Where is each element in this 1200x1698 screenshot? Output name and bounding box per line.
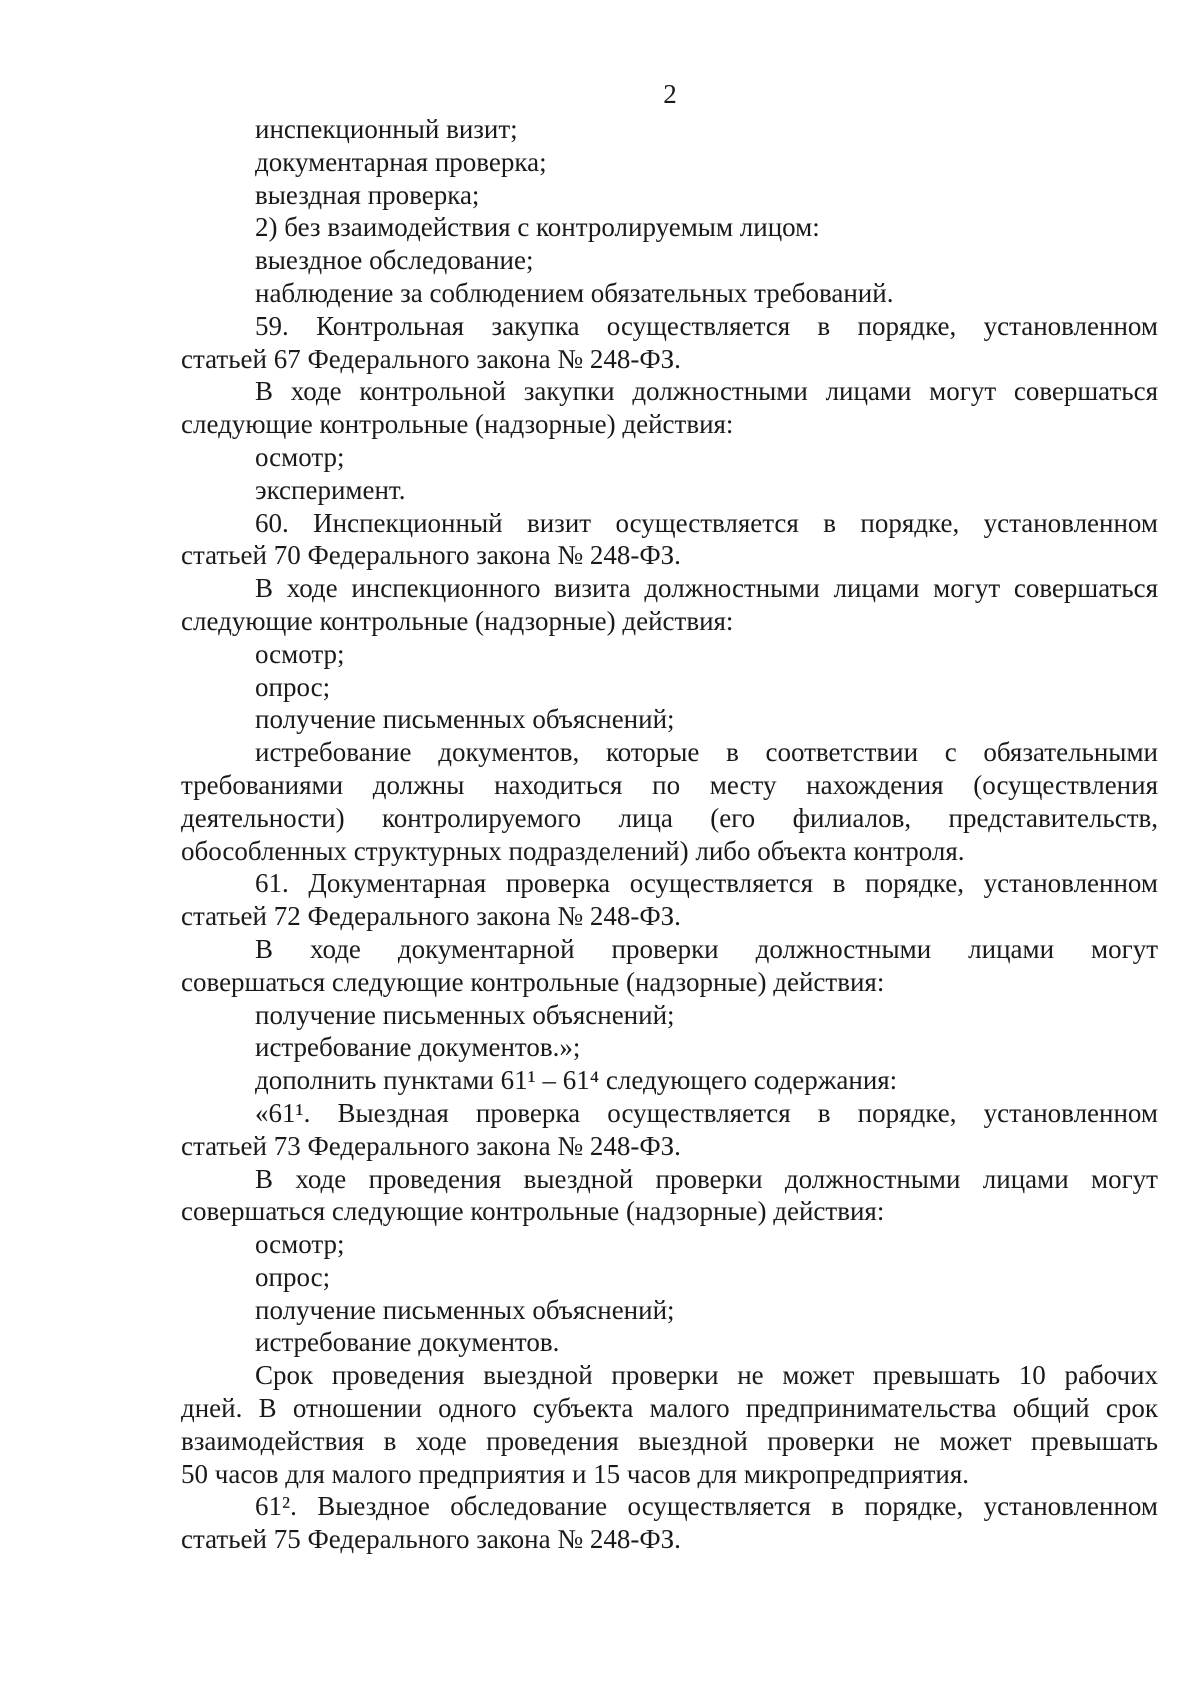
document-body: [181, 113, 1158, 1556]
text-line: [181, 1064, 1158, 1097]
text-line-content: получение письменных объяснений;: [255, 1294, 675, 1325]
text-line: [181, 1326, 1158, 1359]
text-line-content: дополнить пунктами 61¹ – 61⁴ следующего содержания:: [255, 1065, 898, 1096]
text-line: [181, 277, 1158, 310]
text-line-content: В ходе инспекционного визита должностными лицами могут совершаться: [255, 573, 1158, 604]
text-line: [181, 1392, 1158, 1425]
text-line-content: статьей 67 Федерального закона № 248-ФЗ.: [181, 343, 681, 374]
text-line: [181, 736, 1158, 769]
text-line: [181, 211, 1158, 244]
text-line-content: следующие контрольные (надзорные) действия:: [181, 409, 734, 440]
text-line: [181, 474, 1158, 507]
text-line-content: 59. Контрольная закупка осуществляется в порядке, установленном: [255, 310, 1158, 341]
text-line: [181, 933, 1158, 966]
text-line-content: статьей 75 Федерального закона № 248-ФЗ.: [181, 1524, 681, 1555]
text-line-content: 61². Выездное обследование осуществляется в порядке, установленном: [255, 1491, 1158, 1522]
text-line: [181, 1031, 1158, 1064]
text-line-content: выездная проверка;: [255, 179, 480, 210]
text-line: [181, 769, 1158, 802]
text-line: [181, 343, 1158, 376]
text-line: [181, 867, 1158, 900]
text-line-content: В ходе проведения выездной проверки должностными лицами могут: [255, 1163, 1158, 1194]
text-line: [181, 703, 1158, 736]
text-line: [181, 605, 1158, 638]
text-line-content: обособленных структурных подразделений) либо объекта контроля.: [181, 835, 965, 866]
text-line: [181, 1490, 1158, 1523]
text-line-content: статьей 73 Федерального закона № 248-ФЗ.: [181, 1130, 681, 1161]
text-line-content: опрос;: [255, 671, 331, 702]
text-line-content: эксперимент.: [255, 474, 406, 505]
text-line: [181, 1425, 1158, 1458]
text-line-content: совершаться следующие контрольные (надзорные) действия:: [181, 1196, 885, 1227]
text-line-content: дней. В отношении одного субъекта малого предпринимательства общий срок: [181, 1393, 1158, 1424]
text-line-content: истребование документов, которые в соответствии с обязательными: [255, 737, 1158, 768]
text-line-content: истребование документов.»;: [255, 1032, 581, 1063]
text-line: [181, 244, 1158, 277]
text-line: [181, 999, 1158, 1032]
text-line-content: В ходе документарной проверки должностными лицами могут: [255, 933, 1158, 964]
text-line: [181, 441, 1158, 474]
text-line-content: осмотр;: [255, 441, 345, 472]
text-line: [181, 1523, 1158, 1556]
page-number: 2: [663, 79, 677, 109]
text-line-content: 50 часов для малого предприятия и 15 часов для микропредприятия.: [181, 1458, 970, 1489]
text-line-content: статьей 70 Федерального закона № 248-ФЗ.: [181, 540, 681, 571]
text-line-content: следующие контрольные (надзорные) действия:: [181, 605, 734, 636]
text-line: [181, 1261, 1158, 1294]
text-line-content: инспекционный визит;: [255, 114, 518, 144]
text-line-content: 60. Инспекционный визит осуществляется в порядке, установленном: [255, 507, 1158, 538]
text-line-content: В ходе контрольной закупки должностными лицами могут совершаться: [255, 376, 1158, 407]
text-line: [181, 1097, 1158, 1130]
text-line-content: «61¹. Выездная проверка осуществляется в порядке, установленном: [255, 1097, 1158, 1128]
text-line-content: статьей 72 Федерального закона № 248-ФЗ.: [181, 901, 681, 932]
text-line: [181, 671, 1158, 704]
text-line: [181, 113, 1158, 146]
text-line-content: 2) без взаимодействия с контролируемым лицом:: [255, 212, 820, 243]
text-line-content: опрос;: [255, 1261, 331, 1292]
text-line-content: совершаться следующие контрольные (надзорные) действия:: [181, 966, 885, 997]
text-line-content: 61. Документарная проверка осуществляется в порядке, установленном: [255, 868, 1158, 899]
text-line: [181, 146, 1158, 179]
text-line-content: Срок проведения выездной проверки не может превышать 10 рабочих: [255, 1360, 1158, 1391]
text-line-content: осмотр;: [255, 638, 345, 669]
text-line: [181, 802, 1158, 835]
text-line-content: требованиями должны находиться по месту нахождения (осуществления: [181, 769, 1158, 800]
text-line-content: наблюдение за соблюдением обязательных требований.: [255, 277, 894, 308]
text-line: [181, 1359, 1158, 1392]
text-line-content: деятельности) контролируемого лица (его филиалов, представительств,: [181, 802, 1158, 833]
text-line-content: осмотр;: [255, 1229, 345, 1260]
text-line: [181, 900, 1158, 933]
text-line: [181, 572, 1158, 605]
text-line-content: получение письменных объяснений;: [255, 999, 675, 1030]
text-line: [181, 1130, 1158, 1163]
text-line: [181, 375, 1158, 408]
text-line: [181, 408, 1158, 441]
text-line-content: получение письменных объяснений;: [255, 704, 675, 735]
text-line: [181, 1195, 1158, 1228]
text-line: [181, 966, 1158, 999]
text-line: [181, 179, 1158, 212]
text-line: [181, 539, 1158, 572]
text-line-content: взаимодействия в ходе проведения выездной проверки не может превышать: [181, 1425, 1158, 1456]
text-line-content: истребование документов.: [255, 1327, 560, 1358]
text-line: [181, 1458, 1158, 1491]
text-line-content: документарная проверка;: [255, 146, 547, 177]
text-line: [181, 507, 1158, 540]
text-line: [181, 1163, 1158, 1196]
text-line-content: выездное обследование;: [255, 245, 534, 276]
text-line: [181, 1228, 1158, 1261]
text-line: [181, 310, 1158, 343]
text-line: [181, 1294, 1158, 1327]
text-line: [181, 835, 1158, 868]
text-line: [181, 638, 1158, 671]
